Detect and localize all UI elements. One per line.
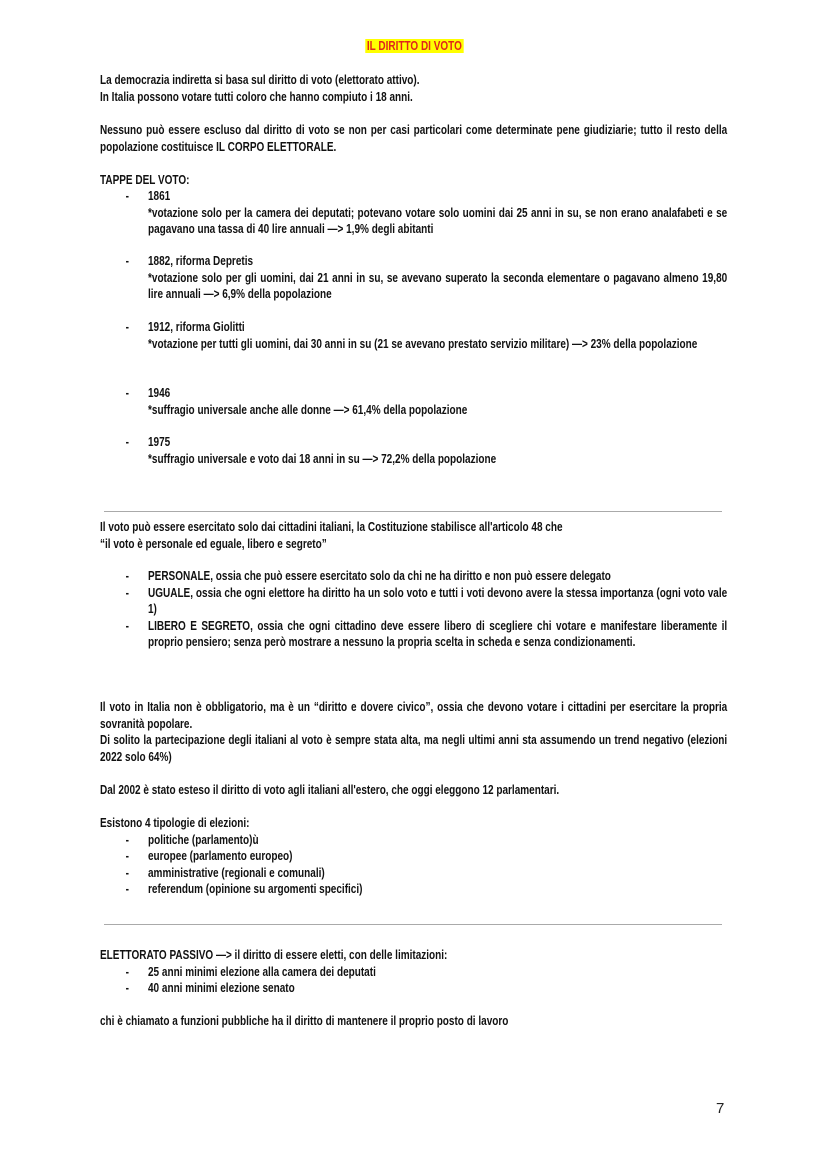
list-text: europee (parlamento europeo) [148, 849, 293, 863]
tappe-item [100, 188, 727, 238]
list-text: politiche (parlamento)ù [148, 832, 259, 847]
tappe-title: 1882, riforma Depretis [148, 254, 254, 268]
tappe-title: 1861 [148, 189, 171, 203]
list-item [100, 980, 727, 997]
list-text: referendum (opinione su argomenti specifici) [148, 882, 363, 896]
bullet: - [125, 585, 129, 600]
passivo-heading: ELETTORATO PASSIVO —> il diritto di essere eletti, con delle limitazioni: [100, 948, 448, 962]
page-number: 7 [716, 1100, 725, 1117]
tappe-item [100, 319, 727, 352]
costituzione-paragraph [100, 519, 727, 552]
tappe-text: *votazione per tutti gli uomini, dai 30 anni in su (21 se avevano prestato servizio militare) —> 23% della popolazione [148, 336, 698, 351]
bullet: - [125, 254, 129, 268]
tappe-title: 1946 [148, 386, 171, 400]
tappe-heading: TAPPE DEL VOTO: [100, 173, 190, 187]
list-text: UGUALE, ossia che ogni elettore ha diritto ha un solo voto e tutti i voti devono avere la stessa importanza (ogni voto vale 1) [148, 585, 728, 616]
bullet: - [125, 618, 129, 633]
intro-paragraph [100, 72, 727, 105]
bullet: - [125, 882, 129, 896]
list-text: LIBERO E SEGRETO, ossia che ogni cittadino deve essere libero di scegliere chi votare e manifestare liberamente il proprio pensiero; senza però mostrare a nessuno la propria scelta in scheda e senza condizionamenti. [148, 618, 728, 649]
elezioni-heading: Esistono 4 tipologie di elezioni: [100, 816, 250, 830]
list-item [100, 881, 727, 898]
list-item [100, 568, 727, 585]
list-text: PERSONALE, ossia che può essere esercitato solo da chi ne ha diritto e non può essere delegato [148, 569, 611, 583]
tappe-text: *votazione solo per gli uomini, dai 21 anni in su, se avevano superato la seconda elementare o pagavano almeno 19,80 lire annuali —> 6,9% della popolazione [148, 270, 728, 301]
list-item [100, 832, 727, 849]
divider [104, 511, 722, 512]
bullet: - [125, 569, 129, 583]
text-line: “il voto è personale ed eguale, libero e segreto” [100, 536, 327, 551]
lavoro-paragraph: chi è chiamato a funzioni pubbliche ha il diritto di mantenere il proprio posto di lavoro [100, 1014, 509, 1028]
list-text: 40 anni minimi elezione senato [148, 981, 295, 995]
tappe-title: 1912, riforma Giolitti [148, 320, 245, 334]
tappe-text: *suffragio universale anche alle donne —> 61,4% della popolazione [148, 402, 468, 417]
text-line: Il voto in Italia non è obbligatorio, ma è un “diritto e dovere civico”, ossia che devono votare i cittadini per esercitare la propria sovranità popolare. [100, 700, 728, 731]
bullet: - [125, 320, 129, 334]
list-item [100, 848, 727, 865]
bullet: - [125, 386, 129, 400]
title-text: IL DIRITTO DI VOTO [366, 39, 462, 53]
list-item [100, 865, 727, 882]
list-text: amministrative (regionali e comunali) [148, 865, 325, 880]
bullet: - [125, 865, 129, 880]
bullet: - [125, 435, 129, 449]
bullet: - [125, 981, 129, 995]
bullet: - [125, 832, 129, 847]
bullet: - [125, 964, 129, 979]
list-item [100, 618, 727, 651]
tappe-text: *suffragio universale e voto dai 18 anni in su —> 72,2% della popolazione [148, 451, 497, 466]
tappe-item [100, 385, 727, 418]
elezioni-section [100, 815, 727, 898]
passivo-section [100, 947, 727, 997]
text-line: In Italia possono votare tutti coloro che hanno compiuto i 18 anni. [100, 89, 413, 104]
esclusione-paragraph: Nessuno può essere escluso dal diritto di voto se non per casi particolari come determinate pene giudiziarie; tutto il resto della popolazione costituisce IL CORPO ELETTORALE. [100, 123, 728, 154]
list-text: 25 anni minimi elezione alla camera dei deputati [148, 964, 376, 979]
bullet: - [125, 189, 129, 203]
text-line: Il voto può essere esercitato solo dai cittadini italiani, la Costituzione stabilisce all'articolo 48 che [100, 520, 563, 534]
text-line: La democrazia indiretta si basa sul diritto di voto (elettorato attivo). [100, 73, 420, 87]
tappe-item [100, 253, 727, 303]
tappe-item [100, 434, 727, 467]
tappe-text: *votazione solo per la camera dei deputati; potevano votare solo uomini dai 25 anni in su, se non erano analafabeti e se pagavano una tassa di 40 lire annuali —> 1,9% degli abitanti [148, 205, 728, 236]
divider [104, 924, 722, 925]
page-title [0, 39, 828, 53]
bullet: - [125, 849, 129, 863]
list-item [100, 585, 727, 618]
obbligo-paragraph [100, 699, 727, 765]
text-line: Di solito la partecipazione degli italiani al voto è sempre stata alta, ma negli ultimi anni sta assumendo un trend negativo (elezioni 2022 solo 64%) [100, 733, 728, 764]
estero-paragraph: Dal 2002 è stato esteso il diritto di voto agli italiani all'estero, che oggi eleggono 12 parlamentari. [100, 783, 560, 797]
tappe-title: 1975 [148, 435, 171, 449]
caratteristiche-list [100, 568, 727, 651]
list-item [100, 964, 727, 981]
